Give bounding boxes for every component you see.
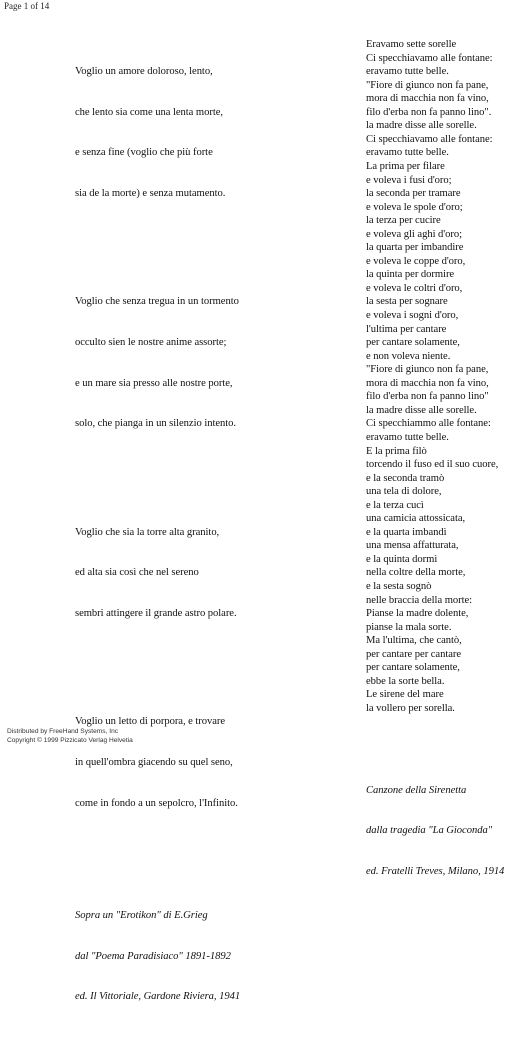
poem-line: e voleva le spole d'oro; [366,201,463,213]
poem-line: la madre disse alle sorelle. [366,404,477,416]
poem-line: per cantare solamente, [366,662,460,674]
poem-line: torcendo il fuso ed il suo cuore, [366,459,499,471]
poem-line: e la seconda tramò [366,472,445,484]
poem-line: Voglio un amore doloroso, lento, [75,66,213,78]
poem-line: sia de la morte) e senza mutamento. [75,188,226,200]
poem-line: filo d'erba non fa panno lino". [366,106,492,118]
poem-line: e la quinta dormì [366,553,438,565]
poem-line: l'ultima per cantare [366,323,447,335]
stanza-3 [75,499,280,648]
poem-line: La prima per filare [366,161,445,173]
poem-line: una camicia attossicata, [366,513,466,525]
poem-line: E la prima filò [366,445,427,457]
poem-line: la terza per cucire [366,215,441,227]
poem-line: in quell'ombra giacendo su quel seno, [75,756,233,768]
poem-line: Le sirene del mare [366,689,444,701]
right-poem-column [366,11,526,919]
poem-line: la sesta per sognare [366,296,448,308]
right-poem-lines [366,38,526,715]
poem-line: mora di macchia non fa vino, [366,93,489,105]
copyright-text: Copyright © 1999 Pizzicato Verlag Helvetia [7,737,133,744]
poem-line: occulto sien le nostre anime assorte; [75,337,227,349]
poem-line: e la sesta sognò [366,580,432,592]
poem-line: una tela di dolore, [366,486,442,498]
poem-line: e senza fine (voglio che più forte [75,147,213,159]
credit-line: ed. Il Vittoriale, Gardone Riviera, 1941 [75,991,241,1003]
poem-line: Ci specchiammo alle fontane: [366,418,491,430]
poem-line: e voleva gli aghi d'oro; [366,228,463,240]
poem-line: Pianse la madre dolente, [366,608,469,620]
poem-line: per cantare solamente, [366,337,460,349]
poem-line: e la terza cucì [366,499,424,511]
poem-line: nella coltre della morte, [366,567,466,579]
poem-line: la vollero per sorella. [366,702,455,714]
poem-line: Voglio che senza tregua in un tormento [75,296,239,308]
poem-line: e un mare sia presso alle nostre porte, [75,377,233,389]
stanza-2 [75,268,280,458]
poem-line: ed alta sia così che nel sereno [75,567,199,579]
poem-line: nelle braccia della morte: [366,594,473,606]
poem-line: solo, che pianga in un silenzio intento. [75,418,236,430]
poem-line: "Fiore di giunco non fa pane, [366,79,489,91]
poem-line: ebbe la sorte bella. [366,675,445,687]
left-poem-column [75,11,280,1044]
poem-line: e non voleva niente. [366,350,451,362]
page-number: Page 1 of 14 [4,1,50,11]
poem-line: per cantare per cantare [366,648,462,660]
poem-line: e voleva le coppe d'oro, [366,255,466,267]
stanza-1 [75,38,280,228]
poem-line: eravamo tutte belle. [366,147,449,159]
footer [7,727,133,745]
poem-line: Ci specchiavamo alle fontane: [366,133,493,145]
poem-line: la quinta per dormire [366,269,455,281]
poem-line: Voglio un letto di porpora, e trovare [75,716,226,728]
poem-line: e la quarta imbandì [366,526,447,538]
poem-line: sembri attingere il grande astro polare. [75,607,237,619]
poem-line: la madre disse alle sorelle. [366,120,477,132]
stanza-4 [75,688,280,837]
poem-line: Voglio che sia la torre alta granito, [75,526,220,538]
distributor-text: Distributed by FreeHand Systems, Inc [7,728,119,735]
credit-line: ed. Fratelli Treves, Milano, 1914 [366,865,505,877]
credit-line: dal "Poema Paradisiaco" 1891-1892 [75,950,231,962]
poem-line: filo d'erba non fa panno lino" [366,391,489,403]
poem-line: la quarta per imbandire [366,242,464,254]
poem-line: come in fondo a un sepolcro, l'Infinito. [75,797,238,809]
right-credit [366,757,526,906]
poem-line: e voleva i sogni d'oro, [366,310,459,322]
poem-line: Ma l'ultima, che cantò, [366,635,462,647]
credit-line: Sopra un "Erotikon" di E.Grieg [75,909,208,921]
credit-line: dalla tragedia "La Gioconda" [366,825,493,837]
poem-line: eravamo tutte belle. [366,431,449,443]
poem-line: eravamo tutte belle. [366,66,449,78]
poem-line: mora di macchia non fa vino, [366,377,489,389]
poem-line: "Fiore di giunco non fa pane, [366,364,489,376]
poem-line: Eravamo sette sorelle [366,39,457,51]
credit-line: Canzone della Sirenetta [366,784,467,796]
poem-line: pianse la mala sorte. [366,621,452,633]
poem-line: e voleva i fusi d'oro; [366,174,452,186]
poem-line: Ci specchiavamo alle fontane: [366,52,493,64]
poem-line: una mensa affatturata, [366,540,459,552]
left-credit [75,882,280,1031]
poem-line: che lento sia come una lenta morte, [75,106,223,118]
poem-line: la seconda per tramare [366,188,461,200]
poem-line: e voleva le coltri d'oro, [366,282,463,294]
